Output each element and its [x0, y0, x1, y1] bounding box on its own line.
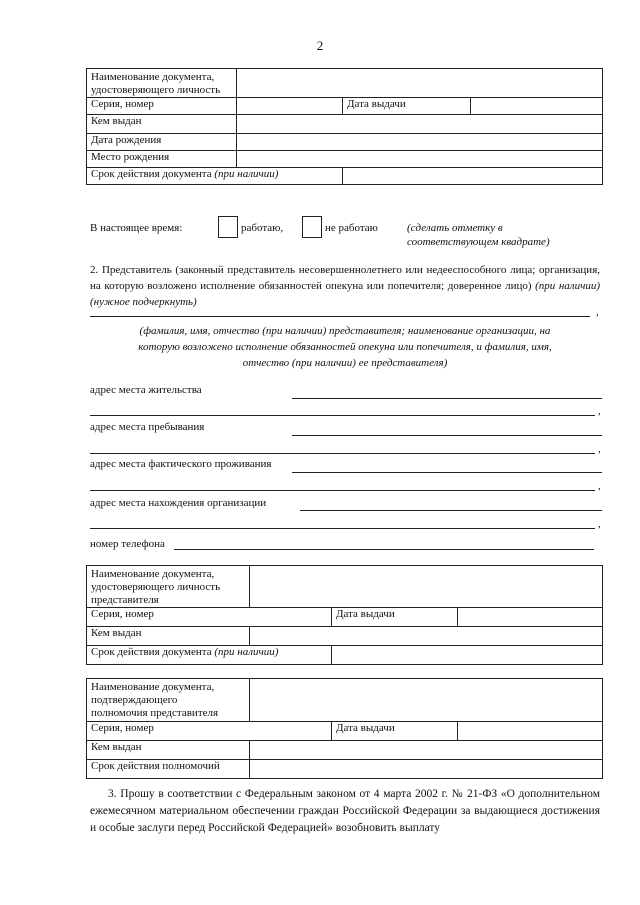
- actual-address-line-2[interactable]: [90, 490, 595, 491]
- rep-doc-name-label: Наименование документа, удостоверяющего личность представителя: [87, 566, 250, 608]
- employment-note-2: соответствующем квадрате): [407, 236, 550, 248]
- birth-date-value[interactable]: [237, 134, 603, 151]
- series-number-label: Серия, номер: [87, 98, 237, 115]
- auth-validity-label: Срок действия полномочий: [87, 760, 250, 779]
- auth-issue-date-label: Дата выдачи: [332, 722, 458, 741]
- comma-2: ,: [598, 405, 601, 417]
- employment-note-1: (сделать отметку в: [407, 222, 503, 234]
- rep-series-number-label: Серия, номер: [87, 608, 332, 627]
- rep-issued-by-value[interactable]: [250, 627, 603, 646]
- auth-doc-name-label: Наименование документа, подтверждающего полномочия представителя: [87, 679, 250, 722]
- employment-prefix: В настоящее время:: [90, 222, 183, 234]
- rep-issue-date-label: Дата выдачи: [332, 608, 458, 627]
- representative-caption-1: (фамилия, имя, отчество (при наличии) представителя; наименование организации, на: [139, 325, 551, 337]
- identity-document-table: [86, 68, 603, 185]
- representative-line[interactable]: [90, 316, 590, 317]
- authority-document-table: [86, 678, 603, 779]
- rep-issued-by-label: Кем выдан: [87, 627, 250, 646]
- issued-by-value[interactable]: [237, 115, 603, 134]
- rep-issue-date-value[interactable]: [458, 608, 603, 627]
- doc-name-label: Наименование документа, удостоверяющего личность: [87, 69, 237, 98]
- auth-issued-by-label: Кем выдан: [87, 741, 250, 760]
- org-address-line-1[interactable]: [300, 510, 602, 511]
- representative-caption-2: которую возложено исполнение обязанностей опекуна или попечителя, и фамилия, имя,: [138, 341, 552, 353]
- actual-address-label: адрес места фактического проживания: [90, 458, 272, 470]
- auth-validity-value[interactable]: [250, 760, 603, 779]
- stay-address-label: адрес места пребывания: [90, 421, 205, 433]
- auth-issued-by-value[interactable]: [250, 741, 603, 760]
- residence-address-label: адрес места жительства: [90, 384, 202, 396]
- org-address-label: адрес места нахождения организации: [90, 497, 267, 509]
- birth-place-value[interactable]: [237, 151, 603, 168]
- phone-line[interactable]: [174, 549, 594, 550]
- not-working-label: не работаю: [325, 222, 378, 234]
- residence-address-line-2[interactable]: [90, 415, 595, 416]
- auth-doc-name-value[interactable]: [250, 679, 603, 722]
- issued-by-label: Кем выдан: [87, 115, 237, 134]
- working-label: работаю,: [241, 222, 284, 234]
- comma-3: ,: [598, 443, 601, 455]
- birth-date-label: Дата рождения: [87, 134, 237, 151]
- residence-address-line-1[interactable]: [292, 398, 602, 399]
- working-checkbox[interactable]: [218, 216, 238, 238]
- not-working-checkbox[interactable]: [302, 216, 322, 238]
- phone-label: номер телефона: [90, 538, 165, 550]
- page-number: 2: [316, 38, 324, 53]
- validity-value[interactable]: [343, 168, 603, 185]
- org-address-line-2[interactable]: [90, 528, 595, 529]
- rep-doc-name-value[interactable]: [250, 566, 603, 608]
- comma-1: ,: [596, 306, 599, 318]
- stay-address-line-1[interactable]: [292, 435, 602, 436]
- section-2-text: 2. Представитель (законный представитель несовершеннолетнего или недееспособного лица; организация, на которую возложено исполнение обязанностей опекуна или попечителя; доверенное лицо) (при наличии) (нужное подчеркнуть): [90, 264, 601, 308]
- auth-issue-date-value[interactable]: [458, 722, 603, 741]
- birth-place-label: Место рождения: [87, 151, 237, 168]
- series-number-value[interactable]: [237, 98, 343, 115]
- rep-validity-value[interactable]: [332, 646, 603, 665]
- comma-5: ,: [598, 518, 601, 530]
- section-3-text: 3. Прошу в соответствии с Федеральным законом от 4 марта 2002 г. № 21-ФЗ «О дополнительном ежемесячном материальном обеспечении граждан Российской Федерации за выдающиеся достижения и особые заслуги перед Российской Федерацией» возобновить выплату: [90, 788, 600, 834]
- doc-name-value[interactable]: [237, 69, 603, 98]
- representative-document-table: [86, 565, 603, 665]
- representative-caption-3: отчество (при наличии) ее представителя): [242, 357, 448, 369]
- auth-series-number-label: Серия, номер: [87, 722, 332, 741]
- rep-validity-label: Срок действия документа (при наличии): [87, 646, 332, 665]
- issue-date-label: Дата выдачи: [343, 98, 471, 115]
- stay-address-line-2[interactable]: [90, 453, 595, 454]
- validity-label: Срок действия документа (при наличии): [87, 168, 343, 185]
- comma-4: ,: [598, 480, 601, 492]
- issue-date-value[interactable]: [471, 98, 603, 115]
- actual-address-line-1[interactable]: [292, 472, 602, 473]
